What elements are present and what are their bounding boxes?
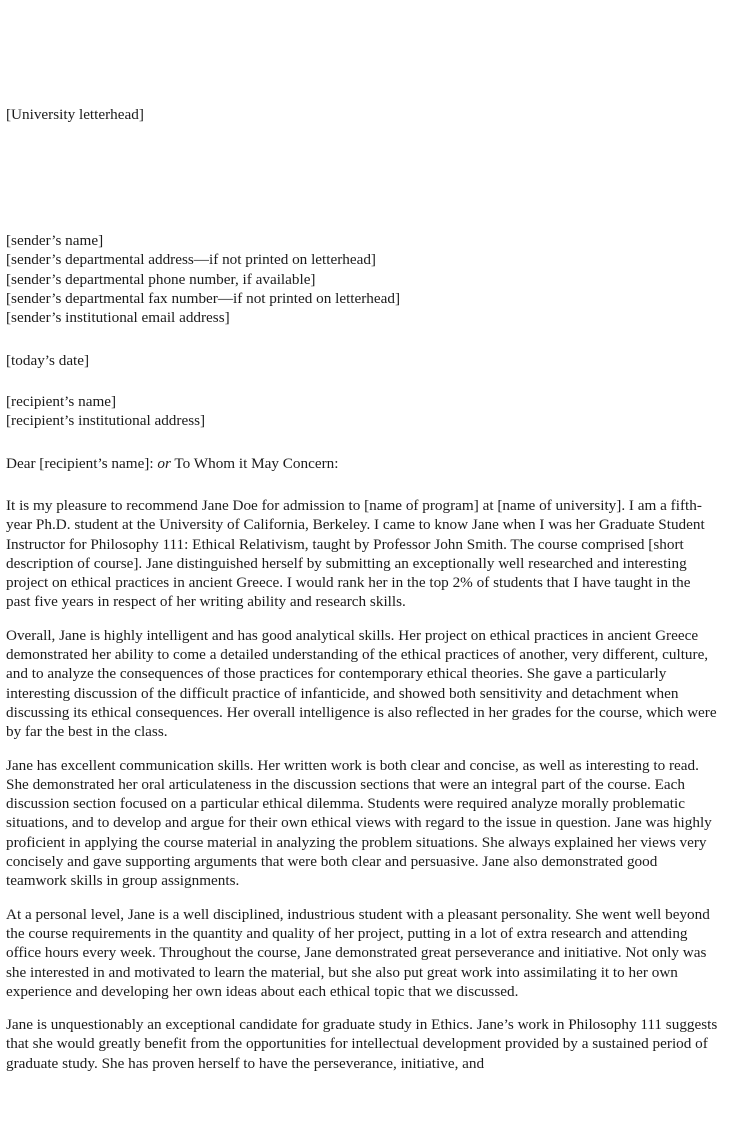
sender-address-line: [sender’s departmental address—if not printed on letterhead]	[6, 251, 376, 269]
letter-paragraph: Jane is unquestionably an exceptional candidate for graduate study in Ethics. Jane’s work in Philosophy 111 suggests that she would greatly benefit from the opportunities for intellectual development provided by a sustained period of graduate study. She has proven herself to have the perseverance, initiative, and	[6, 1016, 718, 1072]
salutation-line	[6, 454, 338, 473]
date-block	[6, 351, 89, 370]
letter-paragraph: Overall, Jane is highly intelligent and has good analytical skills. Her project on ethical practices in ancient Greece demonstrated her ability to come a detailed understanding of the ethical practices of another, very different, culture, and to analyze the consequences of those practices for contemporary ethical theories. She gave a particularly interesting discussion of the difficult practice of infanticide, and showed both sensitivity and detachment when discussing its ethical consequences. Her overall intelligence is also reflected in her grades for the course, which were by far the best in the class.	[6, 626, 717, 741]
salutation-after: To Whom it May Concern:	[170, 455, 339, 472]
recipient-block	[6, 392, 205, 431]
letter-paragraphs	[6, 496, 718, 1073]
sender-block	[6, 231, 718, 327]
letter-paragraph: Jane has excellent communication skills. Her written work is both clear and concise, as well as interesting to read. She demonstrated her oral articulateness in the discussion sections that were an integral part of the course. Each discussion section focused on a particular ethical dilemma. Students were required analyze morally problematic situations, and to develop and argue for their own ethical views with regard to the issue in question. Jane was highly proficient in applying the course material in analyzing the problem situations. She always explained her views very concisely and gave supporting arguments that were both clear and persuasive. Jane also demonstrated good teamwork skills in group assignments.	[6, 756, 712, 890]
letter-paragraph: It is my pleasure to recommend Jane Doe for admission to [name of program] at [name of university]. I am a fifth-year Ph.D. student at the University of California, Berkeley. I came to know Jane when I was her Graduate Student Instructor for Philosophy 111: Ethical Relativism, taught by Professor John Smith. The course comprised [short description of course]. Jane distinguished herself by submitting an exceptionally well researched and interesting project on ethical practices in ancient Greece. I would rank her in the top 2% of students that I have taught in the past five years in respect of her writing ability and research skills.	[6, 497, 705, 611]
date-line: [today’s date]	[6, 352, 90, 369]
sender-name-line: [sender’s name]	[6, 232, 104, 249]
salutation-before: Dear [recipient’s name]:	[6, 455, 158, 472]
letter-paragraph: At a personal level, Jane is a well disciplined, industrious student with a pleasant personality. She went well beyond the course requirements in the quantity and quality of her project, putting in a lot of extra research and attending office hours every week. Throughout the course, Jane demonstrated great perseverance and initiative. Not only was she interested in and motivated to learn the material, but she also put great work into assimilating it to her own experience and developing her own ideas about each ethical topic that we discussed.	[6, 905, 710, 1000]
sender-email-line: [sender’s institutional email address]	[6, 309, 230, 327]
letterhead-placeholder: [University letterhead]	[6, 106, 144, 123]
recipient-address-line: [recipient’s institutional address]	[6, 412, 206, 430]
recipient-name-line: [recipient’s name]	[6, 393, 117, 410]
sender-fax-line: [sender’s departmental fax number—if not printed on letterhead]	[6, 289, 401, 307]
sender-phone-line: [sender’s departmental phone number, if available]	[6, 270, 316, 288]
salutation-or: or	[157, 455, 171, 472]
